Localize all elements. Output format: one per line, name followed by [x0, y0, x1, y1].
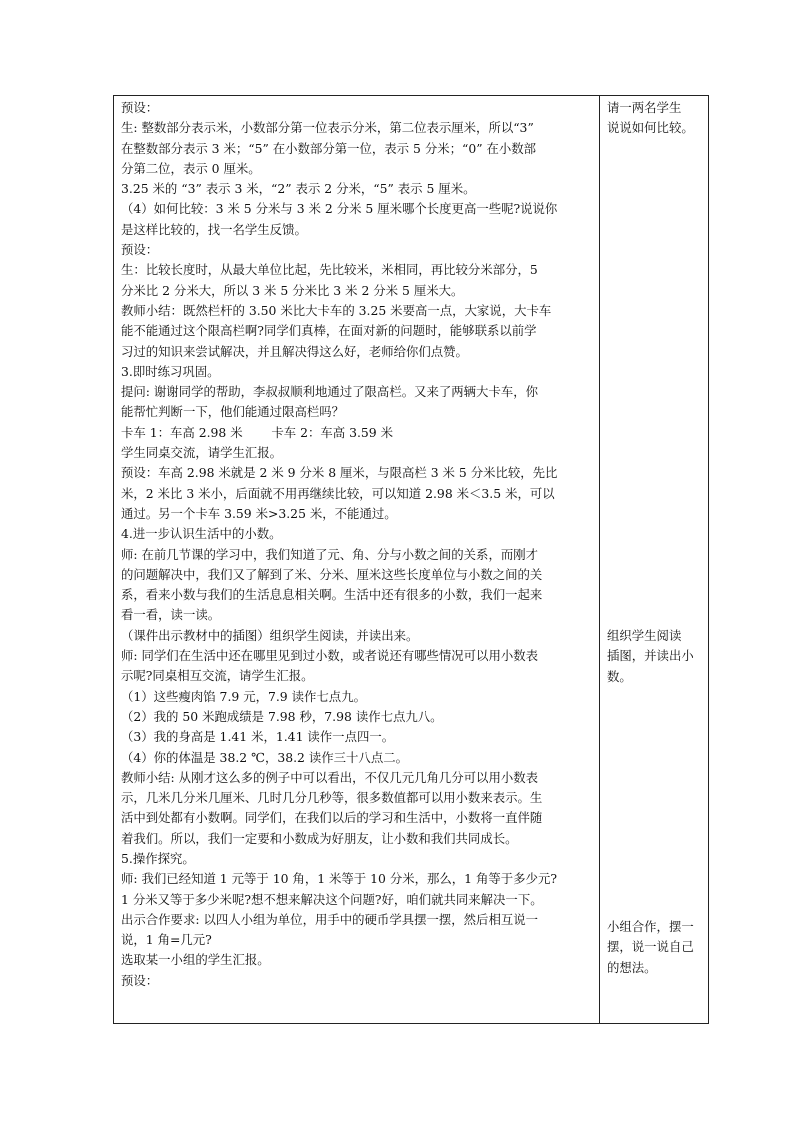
content-line: （4）你的体温是 38.2 ℃，38.2 读作三十八点二。: [121, 749, 408, 765]
side-note-line: 插图，并读出小: [607, 648, 694, 664]
side-note-reading: [607, 626, 705, 687]
content-line: 学生同桌交流，请学生汇报。: [121, 445, 283, 461]
content-line: 预设：: [121, 242, 159, 258]
content-line: 卡车 1：车高 2.98 米 卡车 2：车高 3.59 米: [121, 424, 393, 440]
content-line: 提问: 谢谢同学的帮助，李叔叔顺利地通过了限高栏。又来了两辆大卡车，你: [121, 384, 539, 400]
content-line: 师: 我们已经知道 1 元等于 10 角，1 米等于 10 分米，那么，1 角等于多少元?: [121, 871, 557, 887]
content-line: 能帮忙判断一下，他们能通过限高栏吗？: [121, 404, 345, 420]
content-line: 生：比较长度时，从最大单位比起，先比较米，米相同，再比较分米部分，5: [121, 262, 538, 278]
content-line: 分米比 2 分米大，所以 3 米 5 分米比 3 米 2 分米 5 厘米大。: [121, 282, 464, 298]
content-line: 活中到处都有小数啊。同学们，在我们以后的学习和生活中，小数将一直伴随: [121, 810, 543, 826]
content-line: 的问题解决中，我们又了解到了米、分米、厘米这些长度单位与小数之间的关: [121, 566, 543, 582]
content-line: 着我们。所以，我们一定要和小数成为好朋友，让小数和我们共同成长。: [121, 830, 518, 846]
content-line: 系，看来小数与我们的生活息息相关啊。生活中还有很多的小数，我们一起来: [121, 587, 543, 603]
content-line: 预设：: [121, 972, 159, 988]
content-line: 示，几米几分米几厘米、几时几分几秒等，很多数值都可以用小数来表示。生: [121, 790, 543, 806]
content-line: 能不能通过这个限高栏啊?同学们真棒，在面对新的问题时，能够联系以前学: [121, 323, 537, 339]
content-line: （课件出示教材中的插图）组织学生阅读，并读出来。: [121, 627, 419, 643]
column-divider: [599, 96, 600, 1023]
content-line: 5.操作探究。: [121, 850, 195, 866]
lesson-table: [113, 95, 709, 1024]
content-line: 是这样比较的，找一名学生反馈。: [121, 221, 307, 237]
content-line: （2）我的 50 米跑成绩是 7.98 秒，7.98 读作七点九八。: [121, 708, 443, 724]
content-line: 4.进一步认识生活中的小数。: [121, 526, 282, 542]
content-line: 3.即时练习巩固。: [121, 363, 220, 379]
content-line: 选取某一小组的学生汇报。: [121, 952, 270, 968]
content-line: 在整数部分表示 3 米；“5” 在小数部分第一位，表示 5 分米；“0” 在小数部: [121, 140, 537, 156]
content-line: 通过。另一个卡车 3.59 米>3.25 米，不能通过。: [121, 505, 397, 521]
lesson-content: [121, 98, 596, 991]
content-line: 示呢?同桌相互交流，请学生汇报。: [121, 668, 314, 684]
side-note-compare: [607, 98, 705, 139]
content-line: 预设：: [121, 100, 159, 115]
content-line: 1 分米又等于多少米呢?想不想来解决这个问题?好，咱们就共同来解决一下。: [121, 891, 543, 907]
side-note-line: 说说如何比较。: [607, 120, 694, 136]
content-line: 米，2 米比 3 米小，后面就不用再继续比较，可以知道 2.98 米＜3.5 米，可以: [121, 485, 555, 501]
side-note-line: 的想法。: [607, 959, 657, 975]
side-note-line: 请一两名学生: [607, 100, 682, 115]
content-line: 习过的知识来尝试解决，并且解决得这么好，老师给你们点赞。: [121, 343, 468, 359]
content-line: 预设：车高 2.98 米就是 2 米 9 分米 8 厘米，与限高栏 3 米 5 分米比较，先比: [121, 465, 558, 481]
content-line: 教师小结：既然栏杆的 3.50 米比大卡车的 3.25 米要高一点，大家说，大卡车: [121, 302, 552, 318]
side-note-line: 小组合作，摆一: [607, 919, 694, 934]
side-note-groupwork: [607, 917, 705, 978]
content-line: （1）这些瘦肉馅 7.9 元，7.9 读作七点九。: [121, 688, 366, 704]
content-line: 师: 在前几节课的学习中，我们知道了元、角、分与小数之间的关系，而刚才: [121, 546, 539, 562]
content-line: 出示合作要求: 以四人小组为单位，用手中的硬币学具摆一摆，然后相互说一: [121, 911, 539, 927]
content-line: 说，1 角=几元?: [121, 932, 212, 948]
content-line: （4）如何比较：3 米 5 分米与 3 米 2 分米 5 厘米哪个长度更高一些呢?说说你: [121, 201, 558, 217]
side-note-line: 组织学生阅读: [607, 628, 682, 643]
side-note-line: 摆，说一说自己: [607, 939, 694, 955]
side-note-line: 数。: [607, 668, 632, 684]
content-line: 教师小结: 从刚才这么多的例子中可以看出，不仅几元几角几分可以用小数表: [121, 769, 539, 785]
content-line: （3）我的身高是 1.41 米，1.41 读作一点四一。: [121, 729, 395, 745]
content-line: 3.25 米的 “3” 表示 3 米，“2” 表示 2 分米，“5” 表示 5 厘米。: [121, 181, 476, 197]
content-line: 看一看，读一读。: [121, 607, 221, 623]
content-line: 分第二位，表示 0 厘米。: [121, 160, 261, 176]
content-line: 生: 整数部分表示米，小数部分第一位表示分米，第二位表示厘米，所以“3”: [121, 120, 534, 136]
content-line: 师: 同学们在生活中还在哪里见到过小数，或者说还有哪些情况可以用小数表: [121, 648, 539, 664]
